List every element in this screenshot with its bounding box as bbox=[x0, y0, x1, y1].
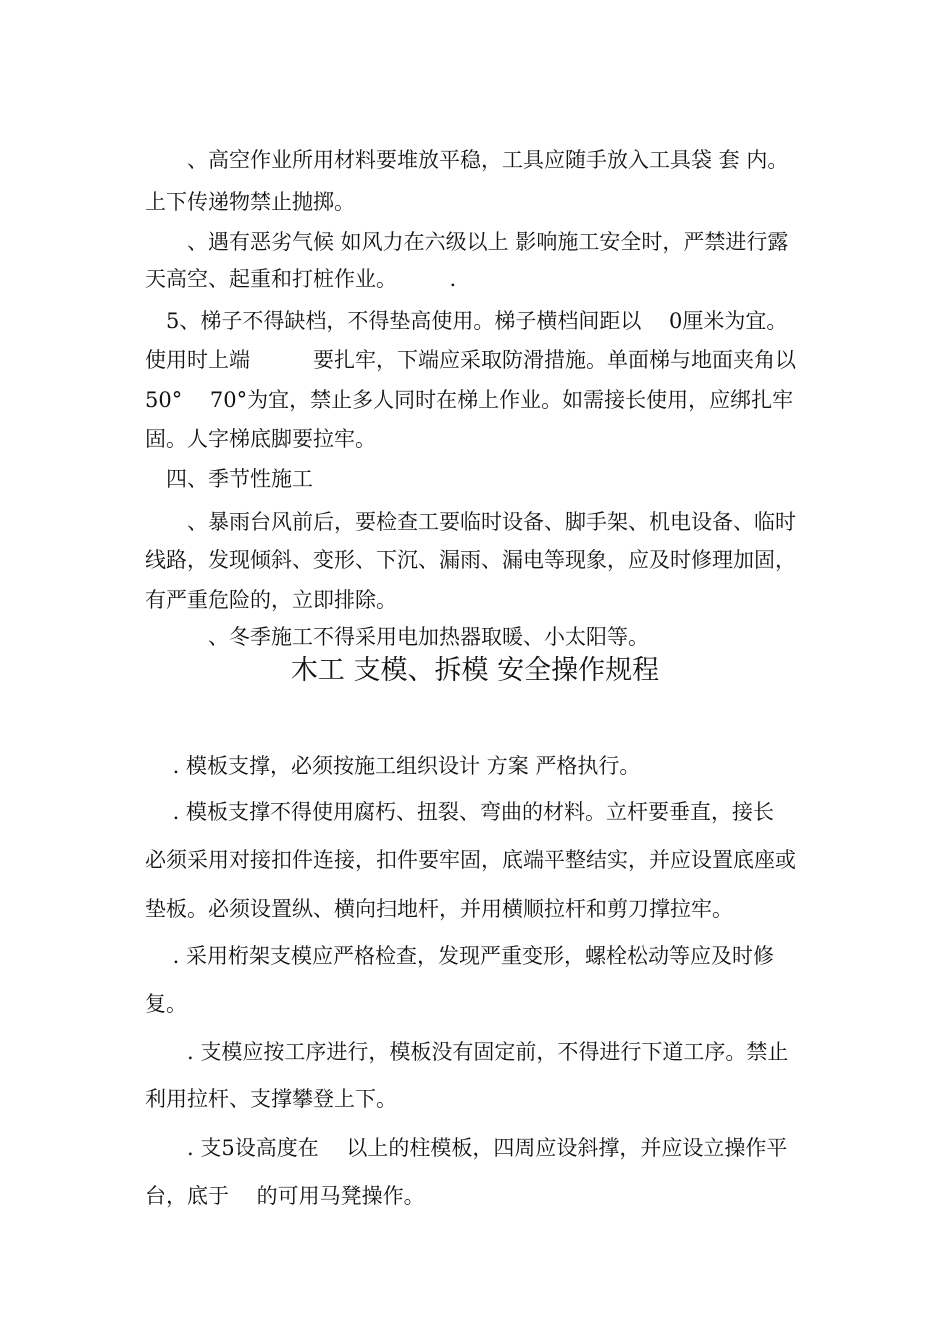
text-line: 上下传递物禁止抛掷。 bbox=[145, 190, 355, 214]
text-line: 天高空、起重和打桩作业。 . bbox=[145, 267, 457, 291]
text-line: . 支模应按工序进行，模板没有固定前，不得进行下道工序。禁止 bbox=[145, 1040, 789, 1064]
text-line: 使用时上端 要扎牢，下端应采取防滑措施。单面梯与地面夹角以 bbox=[145, 348, 796, 372]
text-line: 台，底于 的可用马凳操作。 bbox=[145, 1184, 425, 1208]
text-line: 固。人字梯底脚要拉牢。 bbox=[145, 427, 376, 451]
text-line: 利用拉杆、支撑攀登上下。 bbox=[145, 1087, 397, 1111]
text-line: 复。 bbox=[145, 992, 187, 1016]
text-line: 、暴雨台风前后，要检查工要临时设备、脚手架、机电设备、临时 bbox=[145, 510, 796, 534]
text-line: . 支5设高度在 以上的柱模板，四周应设斜撑，并应设立操作平 bbox=[145, 1136, 788, 1160]
text-line: 有严重危险的，立即排除。 bbox=[145, 588, 397, 612]
text-line: 50° 70°为宜，禁止多人同时在梯上作业。如需接长使用，应绑扎牢 bbox=[145, 388, 794, 412]
text-line: 必须采用对接扣件连接，扣件要牢固，底端平整结实，并应设置底座或 bbox=[145, 848, 796, 872]
section-title: 木工 支模、拆模 安全操作规程 bbox=[290, 655, 660, 686]
text-line: . 采用桁架支模应严格检查，发现严重变形，螺栓松动等应及时修 bbox=[145, 944, 775, 968]
text-line: . 模板支撑，必须按施工组织设计 方案 严格执行。 bbox=[145, 754, 641, 778]
text-line: 四、季节性施工 bbox=[145, 467, 313, 491]
text-line: 、高空作业所用材料要堆放平稳，工具应随手放入工具袋 套 内。 bbox=[145, 148, 789, 172]
text-line: 5、梯子不得缺档，不得垫高使用。梯子横档间距以 0厘米为宜。 bbox=[145, 309, 788, 333]
text-line: 、遇有恶劣气候 如风力在六级以上 影响施工安全时，严禁进行露 bbox=[145, 230, 789, 254]
text-line: . 模板支撑不得使用腐朽、扭裂、弯曲的材料。立杆要垂直，接长 bbox=[145, 800, 775, 824]
text-line: 垫板。必须设置纵、横向扫地杆，并用横顺拉杆和剪刀撑拉牢。 bbox=[145, 897, 733, 921]
text-line: 线路，发现倾斜、变形、下沉、漏雨、漏电等现象，应及时修理加固， bbox=[145, 548, 796, 572]
text-line: 、冬季施工不得采用电加热器取暖、小太阳等。 bbox=[145, 625, 649, 649]
